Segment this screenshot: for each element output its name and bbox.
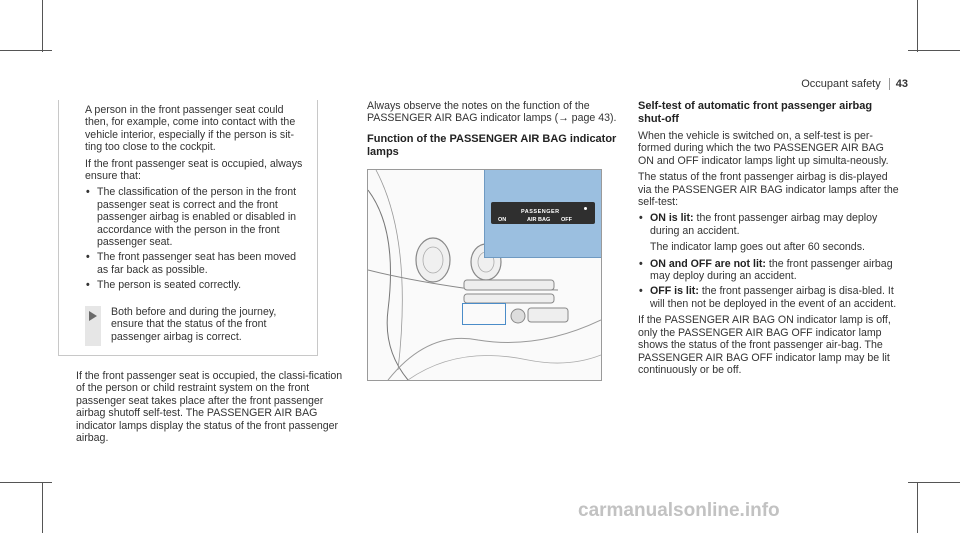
list-item: • The classification of the person in the front passenger seat is correct and the front passenger airbag is enabled or disabled in accordance with the person in the front passenger seat.: [85, 186, 307, 248]
term-off-lit: OFF is lit:: [650, 285, 699, 298]
passenger-airbag-panel: [491, 202, 595, 224]
tip: [85, 306, 307, 347]
list-item: [638, 212, 900, 253]
indicator-inset: [484, 170, 602, 258]
term-not-lit: ON and OFF are not lit:: [650, 257, 766, 270]
watermark: carmanualsonline.info: [578, 500, 780, 521]
crop-mark: [42, 0, 43, 52]
cockpit-illustration: [367, 169, 602, 381]
column-left: [76, 100, 346, 448]
box-intro: A person in the front passenger seat could then, for example, come into contact with the vehicle interior, especially if the person is sit-ting too close to the cockpit.: [85, 104, 296, 154]
term-text: the front passenger airbag may deploy during an accident.: [650, 212, 878, 237]
term-text: the front passenger airbag is disa-bled. It will then not be deployed in the event of an accident.: [650, 285, 897, 310]
column-middle: [367, 100, 629, 381]
selftest-paragraph: When the vehicle is switched on, a self-test is per-formed during which the two PASSENGER AIR BAG ON and OFF indicator lamps light up simulta-neously.: [638, 130, 889, 167]
off-lamp-paragraph: If the PASSENGER AIR BAG ON indicator lamp is off, only the PASSENGER AIR BAG OFF indicator lamp shows the status of the front passenger air-bag. The PASSENGER AIR BAG OFF indicator lamp may be lit continuously or be off.: [638, 314, 891, 376]
arrow-right-icon: [85, 306, 101, 346]
section-heading: Function of the PASSENGER AIR BAG indicator lamps: [367, 132, 617, 158]
crop-mark: [0, 482, 52, 483]
crop-mark: [917, 482, 918, 533]
panel-label-on: ON: [498, 216, 507, 223]
panel-label-airbag: AIR BAG: [527, 216, 551, 223]
term-on-lit: ON is lit:: [650, 212, 694, 225]
highlight-frame: [462, 303, 506, 325]
list-item: [638, 285, 900, 310]
warning-box: [58, 100, 318, 356]
crop-mark: [0, 50, 52, 51]
crop-mark: [908, 50, 960, 51]
page-number: 43: [889, 78, 908, 90]
list-item: [638, 258, 900, 283]
box-occupied: If the front passenger seat is occupied, always ensure that:: [85, 157, 303, 183]
panel-label-off: OFF: [561, 216, 572, 223]
section-heading: Self-test of automatic front passenger airbag shut-off: [638, 100, 873, 125]
status-paragraph: The status of the front passenger airbag is dis-played via the PASSENGER AIR BAG indicator lamps after the self-test:: [638, 171, 899, 209]
list-item: • The person is seated correctly.: [85, 279, 307, 291]
crop-mark: [42, 482, 43, 533]
term-text: the front passenger airbag may deploy during an accident.: [650, 257, 893, 283]
list-item: • The front passenger seat has been moved as far back as possible.: [85, 251, 307, 276]
sub-note: The indicator lamp goes out after 60 seconds.: [650, 241, 865, 254]
tip-text: Both before and during the journey, ensure that the status of the front passenger airbag is correct.: [111, 305, 277, 343]
column-right: [638, 100, 900, 380]
intro-paragraph: Always observe the notes on the function of the PASSENGER AIR BAG indicator lamps (→ page 43).: [367, 100, 617, 125]
panel-label-passenger: PASSENGER: [521, 208, 560, 215]
classification-paragraph: If the front passenger seat is occupied, the classi-fication of the person or child restraint system on the front passenger seat takes place after the front passenger airbag shutoff self-test. The PASSENGER AIR BAG indicator lamps display the status of the front passenger airbag.: [76, 369, 343, 444]
running-header: [801, 78, 908, 90]
status-list: [638, 212, 900, 310]
indicator-led-icon: [584, 207, 587, 210]
crop-mark: [917, 0, 918, 52]
section-title: Occupant safety: [801, 78, 881, 90]
box-bullet-list: [85, 186, 307, 291]
crop-mark: [908, 482, 960, 483]
